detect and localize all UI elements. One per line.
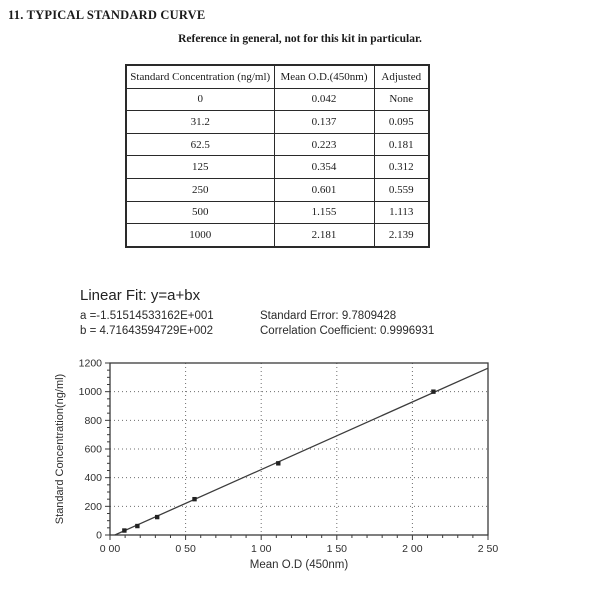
table-row [126,178,429,201]
x-tick-label: 1 50 [326,543,348,555]
page-subtitle: Reference in general, not for this kit in particular. [178,33,422,45]
table-cell: 0.559 [374,178,429,201]
table-row [126,111,429,134]
header-mean-od: Mean O.D.(450nm) [274,65,374,88]
table-body [126,88,429,247]
table-cell: None [374,88,429,111]
table-row [126,201,429,224]
table-cell: 2.139 [374,224,429,247]
standard-curve-chart [50,348,570,610]
table-cell: 0.137 [274,111,374,134]
table-cell: 62.5 [126,133,274,156]
table-cell: 1.113 [374,201,429,224]
table-row [126,88,429,111]
table-header-row [126,65,429,88]
table-cell: 0.223 [274,133,374,156]
standard-curve-table [125,64,430,248]
table-cell: 0.181 [374,133,429,156]
fit-standard-error: Standard Error: 9.7809428 [260,310,397,322]
y-tick-label: 1200 [78,357,102,370]
y-tick-label: 600 [84,443,102,456]
y-axis-label: Standard Concentration(ng/ml) [54,373,66,525]
table-cell: 2.181 [274,224,374,247]
table-cell: 125 [126,156,274,179]
page-title: 11. TYPICAL STANDARD CURVE [8,8,206,22]
data-point [155,515,159,519]
table-cell: 1000 [126,224,274,247]
header-standard-concentration: Standard Concentration (ng/ml) [126,65,274,88]
table-cell: 500 [126,201,274,224]
y-tick-label: 800 [84,414,102,427]
data-point [135,524,139,528]
table-cell: 0.601 [274,178,374,201]
data-point [431,389,435,393]
table-row [126,156,429,179]
table-cell: 0.312 [374,156,429,179]
x-tick-label: 1 00 [250,543,272,555]
table-cell: 250 [126,178,274,201]
y-tick-label: 1000 [78,386,102,399]
table-cell: 0.354 [274,156,374,179]
x-tick-label: 0 50 [175,543,196,555]
data-point [122,528,126,532]
table-row [126,133,429,156]
x-tick-label: 2 50 [477,543,499,555]
y-tick-label: 200 [84,500,102,513]
table-cell: 0 [126,88,274,111]
x-tick-label: 0 00 [99,543,121,555]
linear-fit-block [80,287,520,339]
y-tick-label: 400 [84,472,102,485]
fit-b-value: b = 4.71643594729E+002 [80,325,214,337]
data-point [276,461,280,465]
y-tick-label: 0 [96,529,102,542]
data-point [192,497,196,501]
table-row [126,224,429,247]
linear-fit-heading: Linear Fit: y=a+bx [80,287,201,304]
x-axis-label: Mean O.D (450nm) [249,559,349,571]
table-cell: 0.042 [274,88,374,111]
table-cell: 1.155 [274,201,374,224]
fit-correlation-coefficient: Correlation Coefficient: 0.9996931 [260,325,435,337]
table-cell: 0.095 [374,111,429,134]
table-cell: 31.2 [126,111,274,134]
header-adjusted: Adjusted [374,65,429,88]
standard-curve-plot [50,348,570,610]
fit-a-value: a =-1.51514533162E+001 [80,310,214,322]
x-tick-label: 2 00 [402,543,423,555]
